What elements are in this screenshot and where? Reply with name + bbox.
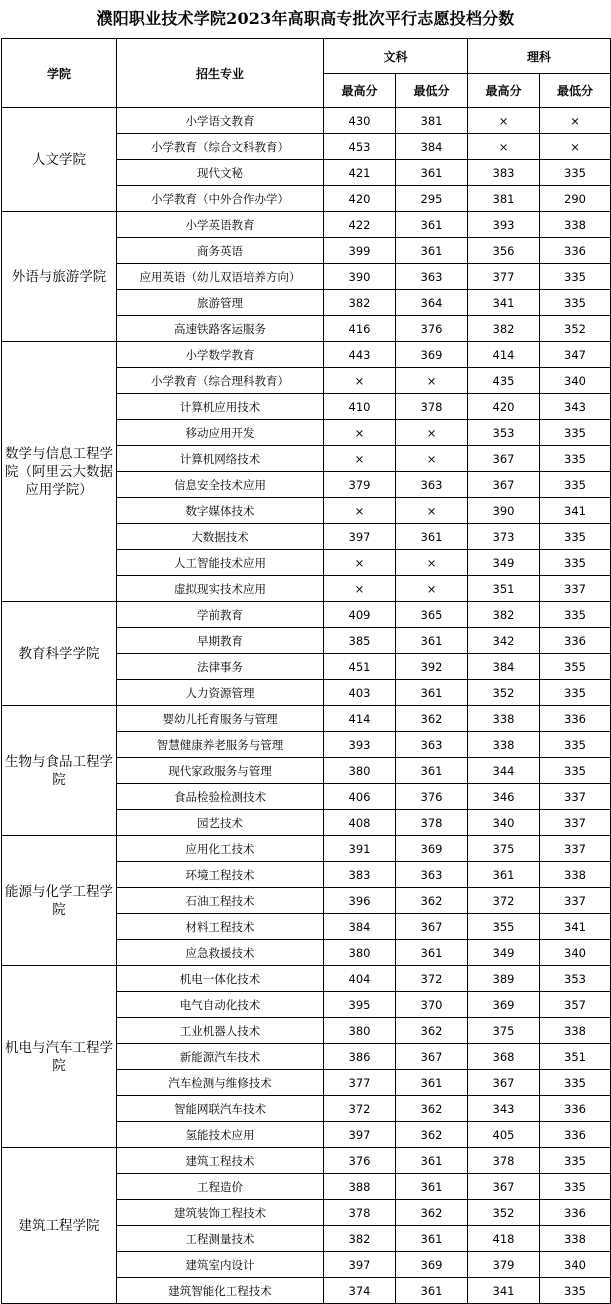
arts-max-cell: 397	[324, 524, 396, 550]
science-max-cell: 393	[468, 212, 540, 238]
major-cell: 建筑装饰工程技术	[117, 1200, 324, 1226]
college-cell: 能源与化学工程学院	[2, 836, 117, 966]
science-max-cell: 418	[468, 1226, 540, 1252]
science-max-cell: 341	[468, 290, 540, 316]
arts-min-cell: 364	[396, 290, 468, 316]
arts-min-cell: ×	[396, 368, 468, 394]
science-min-cell: 335	[540, 550, 611, 576]
arts-min-cell: 361	[396, 524, 468, 550]
arts-max-cell: 410	[324, 394, 396, 420]
science-max-cell: 352	[468, 1200, 540, 1226]
science-max-cell: 379	[468, 1252, 540, 1278]
arts-min-cell: 369	[396, 342, 468, 368]
major-cell: 高速铁路客运服务	[117, 316, 324, 342]
table-row	[2, 342, 611, 368]
major-cell: 工程造价	[117, 1174, 324, 1200]
major-cell: 数字媒体技术	[117, 498, 324, 524]
science-min-cell: 335	[540, 524, 611, 550]
major-cell: 人力资源管理	[117, 680, 324, 706]
science-min-cell: 336	[540, 1096, 611, 1122]
science-max-cell: 367	[468, 446, 540, 472]
header-science-min: 最低分	[540, 74, 611, 108]
science-min-cell: 343	[540, 394, 611, 420]
major-cell: 建筑室内设计	[117, 1252, 324, 1278]
arts-max-cell: 404	[324, 966, 396, 992]
major-cell: 商务英语	[117, 238, 324, 264]
science-min-cell: 335	[540, 1278, 611, 1304]
major-cell: 材料工程技术	[117, 914, 324, 940]
major-cell: 智能网联汽车技术	[117, 1096, 324, 1122]
arts-max-cell: ×	[324, 498, 396, 524]
arts-min-cell: 361	[396, 1226, 468, 1252]
arts-min-cell: 361	[396, 212, 468, 238]
arts-min-cell: ×	[396, 550, 468, 576]
major-cell: 旅游管理	[117, 290, 324, 316]
arts-max-cell: 408	[324, 810, 396, 836]
science-max-cell: 346	[468, 784, 540, 810]
arts-max-cell: 397	[324, 1122, 396, 1148]
science-max-cell: 435	[468, 368, 540, 394]
science-min-cell: 352	[540, 316, 611, 342]
arts-min-cell: ×	[396, 420, 468, 446]
science-max-cell: 342	[468, 628, 540, 654]
arts-min-cell: ×	[396, 576, 468, 602]
arts-max-cell: 395	[324, 992, 396, 1018]
science-min-cell: 336	[540, 1122, 611, 1148]
science-min-cell: 337	[540, 888, 611, 914]
science-min-cell: ×	[540, 108, 611, 134]
arts-max-cell: 403	[324, 680, 396, 706]
science-max-cell: ×	[468, 134, 540, 160]
table-row	[2, 966, 611, 992]
science-max-cell: 338	[468, 706, 540, 732]
science-min-cell: 335	[540, 1174, 611, 1200]
science-min-cell: 337	[540, 836, 611, 862]
science-min-cell: 338	[540, 1226, 611, 1252]
science-min-cell: ×	[540, 134, 611, 160]
science-max-cell: 349	[468, 550, 540, 576]
science-min-cell: 341	[540, 914, 611, 940]
arts-min-cell: 361	[396, 758, 468, 784]
college-cell: 生物与食品工程学院	[2, 706, 117, 836]
science-min-cell: 337	[540, 784, 611, 810]
major-cell: 工业机器人技术	[117, 1018, 324, 1044]
arts-min-cell: 361	[396, 238, 468, 264]
college-cell: 教育科学学院	[2, 602, 117, 706]
science-min-cell: 335	[540, 1070, 611, 1096]
arts-max-cell: 377	[324, 1070, 396, 1096]
major-cell: 小学教育（综合文科教育）	[117, 134, 324, 160]
science-min-cell: 335	[540, 160, 611, 186]
science-max-cell: 389	[468, 966, 540, 992]
arts-min-cell: 376	[396, 316, 468, 342]
science-max-cell: 367	[468, 1070, 540, 1096]
science-max-cell: 384	[468, 654, 540, 680]
science-min-cell: 336	[540, 1200, 611, 1226]
science-min-cell: 340	[540, 1252, 611, 1278]
science-max-cell: 356	[468, 238, 540, 264]
arts-max-cell: ×	[324, 420, 396, 446]
major-cell: 移动应用开发	[117, 420, 324, 446]
page-title: 濮阳职业技术学院2023年高职高专批次平行志愿投档分数	[96, 9, 515, 28]
science-max-cell: 373	[468, 524, 540, 550]
science-max-cell: 343	[468, 1096, 540, 1122]
science-min-cell: 340	[540, 368, 611, 394]
major-cell: 婴幼儿托育服务与管理	[117, 706, 324, 732]
arts-min-cell: 362	[396, 1018, 468, 1044]
arts-min-cell: 295	[396, 186, 468, 212]
major-cell: 园艺技术	[117, 810, 324, 836]
major-cell: 石油工程技术	[117, 888, 324, 914]
arts-min-cell: 378	[396, 810, 468, 836]
arts-min-cell: ×	[396, 498, 468, 524]
major-cell: 人工智能技术应用	[117, 550, 324, 576]
table-row	[2, 108, 611, 134]
arts-max-cell: 380	[324, 940, 396, 966]
major-cell: 学前教育	[117, 602, 324, 628]
science-min-cell: 335	[540, 290, 611, 316]
arts-max-cell: 382	[324, 290, 396, 316]
table-row	[2, 706, 611, 732]
header-arts-min: 最低分	[396, 74, 468, 108]
major-cell: 现代家政服务与管理	[117, 758, 324, 784]
arts-min-cell: 363	[396, 862, 468, 888]
arts-min-cell: 363	[396, 264, 468, 290]
arts-min-cell: 367	[396, 914, 468, 940]
science-min-cell: 335	[540, 1148, 611, 1174]
science-max-cell: 414	[468, 342, 540, 368]
science-min-cell: 355	[540, 654, 611, 680]
college-cell: 数学与信息工程学院（阿里云大数据应用学院）	[2, 342, 117, 602]
science-min-cell: 340	[540, 940, 611, 966]
college-cell: 人文学院	[2, 108, 117, 212]
major-cell: 建筑智能化工程技术	[117, 1278, 324, 1304]
science-min-cell: 335	[540, 732, 611, 758]
arts-min-cell: 381	[396, 108, 468, 134]
major-cell: 食品检验检测技术	[117, 784, 324, 810]
science-max-cell: 377	[468, 264, 540, 290]
science-max-cell: 369	[468, 992, 540, 1018]
science-max-cell: 353	[468, 420, 540, 446]
arts-min-cell: 362	[396, 888, 468, 914]
science-max-cell: 375	[468, 836, 540, 862]
science-min-cell: 341	[540, 498, 611, 524]
arts-max-cell: 388	[324, 1174, 396, 1200]
science-max-cell: 420	[468, 394, 540, 420]
science-max-cell: 338	[468, 732, 540, 758]
science-min-cell: 335	[540, 472, 611, 498]
college-cell: 外语与旅游学院	[2, 212, 117, 342]
major-cell: 汽车检测与维修技术	[117, 1070, 324, 1096]
science-min-cell: 338	[540, 862, 611, 888]
arts-max-cell: 453	[324, 134, 396, 160]
science-max-cell: 382	[468, 316, 540, 342]
arts-max-cell: 430	[324, 108, 396, 134]
arts-max-cell: ×	[324, 576, 396, 602]
arts-max-cell: ×	[324, 550, 396, 576]
arts-min-cell: 362	[396, 1122, 468, 1148]
arts-max-cell: 374	[324, 1278, 396, 1304]
major-cell: 智慧健康养老服务与管理	[117, 732, 324, 758]
major-cell: 新能源汽车技术	[117, 1044, 324, 1070]
major-cell: 信息安全技术应用	[117, 472, 324, 498]
table-row	[2, 602, 611, 628]
science-max-cell: 372	[468, 888, 540, 914]
science-max-cell: 361	[468, 862, 540, 888]
science-max-cell: 368	[468, 1044, 540, 1070]
science-min-cell: 335	[540, 758, 611, 784]
science-max-cell: 383	[468, 160, 540, 186]
major-cell: 大数据技术	[117, 524, 324, 550]
table-row	[2, 212, 611, 238]
arts-min-cell: 384	[396, 134, 468, 160]
arts-max-cell: 386	[324, 1044, 396, 1070]
header-college: 学院	[2, 39, 117, 108]
arts-min-cell: 369	[396, 1252, 468, 1278]
arts-max-cell: 422	[324, 212, 396, 238]
major-cell: 早期教育	[117, 628, 324, 654]
arts-max-cell: 393	[324, 732, 396, 758]
science-min-cell: 338	[540, 1018, 611, 1044]
arts-min-cell: 363	[396, 732, 468, 758]
science-min-cell: 337	[540, 810, 611, 836]
arts-max-cell: 376	[324, 1148, 396, 1174]
major-cell: 工程测量技术	[117, 1226, 324, 1252]
science-max-cell: 349	[468, 940, 540, 966]
science-min-cell: 335	[540, 446, 611, 472]
header-major: 招生专业	[117, 39, 324, 108]
science-min-cell: 335	[540, 602, 611, 628]
science-max-cell: 382	[468, 602, 540, 628]
arts-max-cell: 451	[324, 654, 396, 680]
science-min-cell: 336	[540, 706, 611, 732]
arts-max-cell: 390	[324, 264, 396, 290]
science-min-cell: 353	[540, 966, 611, 992]
science-max-cell: 351	[468, 576, 540, 602]
arts-min-cell: 362	[396, 1096, 468, 1122]
science-min-cell: 335	[540, 680, 611, 706]
arts-min-cell: 372	[396, 966, 468, 992]
major-cell: 氢能技术应用	[117, 1122, 324, 1148]
arts-min-cell: 362	[396, 706, 468, 732]
science-min-cell: 347	[540, 342, 611, 368]
science-max-cell: ×	[468, 108, 540, 134]
major-cell: 电气自动化技术	[117, 992, 324, 1018]
arts-min-cell: 361	[396, 940, 468, 966]
arts-min-cell: 361	[396, 160, 468, 186]
science-min-cell: 290	[540, 186, 611, 212]
arts-max-cell: 397	[324, 1252, 396, 1278]
arts-max-cell: 372	[324, 1096, 396, 1122]
arts-min-cell: 392	[396, 654, 468, 680]
science-min-cell: 357	[540, 992, 611, 1018]
arts-max-cell: 391	[324, 836, 396, 862]
arts-min-cell: 365	[396, 602, 468, 628]
arts-max-cell: 379	[324, 472, 396, 498]
arts-max-cell: 421	[324, 160, 396, 186]
college-cell: 建筑工程学院	[2, 1148, 117, 1304]
science-min-cell: 335	[540, 264, 611, 290]
major-cell: 建筑工程技术	[117, 1148, 324, 1174]
arts-min-cell: 363	[396, 472, 468, 498]
table-row	[2, 1148, 611, 1174]
score-table	[1, 38, 611, 1304]
arts-max-cell: 385	[324, 628, 396, 654]
arts-min-cell: 361	[396, 628, 468, 654]
science-min-cell: 335	[540, 420, 611, 446]
arts-max-cell: 396	[324, 888, 396, 914]
arts-min-cell: ×	[396, 446, 468, 472]
science-max-cell: 367	[468, 1174, 540, 1200]
major-cell: 小学教育（综合理科教育）	[117, 368, 324, 394]
major-cell: 计算机应用技术	[117, 394, 324, 420]
science-min-cell: 336	[540, 238, 611, 264]
arts-max-cell: 420	[324, 186, 396, 212]
science-max-cell: 378	[468, 1148, 540, 1174]
major-cell: 小学数学教育	[117, 342, 324, 368]
science-max-cell: 381	[468, 186, 540, 212]
arts-max-cell: 414	[324, 706, 396, 732]
science-max-cell: 367	[468, 472, 540, 498]
arts-max-cell: 382	[324, 1226, 396, 1252]
science-min-cell: 337	[540, 576, 611, 602]
arts-max-cell: 384	[324, 914, 396, 940]
arts-min-cell: 361	[396, 1278, 468, 1304]
arts-min-cell: 367	[396, 1044, 468, 1070]
arts-min-cell: 362	[396, 1200, 468, 1226]
arts-max-cell: 383	[324, 862, 396, 888]
science-min-cell: 336	[540, 628, 611, 654]
science-min-cell: 338	[540, 212, 611, 238]
science-max-cell: 352	[468, 680, 540, 706]
arts-max-cell: 443	[324, 342, 396, 368]
header-arts-max: 最高分	[324, 74, 396, 108]
arts-max-cell: ×	[324, 446, 396, 472]
arts-min-cell: 361	[396, 1148, 468, 1174]
major-cell: 小学英语教育	[117, 212, 324, 238]
major-cell: 小学语文教育	[117, 108, 324, 134]
arts-min-cell: 361	[396, 1070, 468, 1096]
science-max-cell: 375	[468, 1018, 540, 1044]
major-cell: 机电一体化技术	[117, 966, 324, 992]
major-cell: 计算机网络技术	[117, 446, 324, 472]
science-max-cell: 341	[468, 1278, 540, 1304]
arts-max-cell: 378	[324, 1200, 396, 1226]
science-min-cell: 351	[540, 1044, 611, 1070]
arts-min-cell: 369	[396, 836, 468, 862]
table-row	[2, 836, 611, 862]
arts-max-cell: 380	[324, 758, 396, 784]
arts-max-cell: ×	[324, 368, 396, 394]
arts-min-cell: 361	[396, 680, 468, 706]
major-cell: 应急救援技术	[117, 940, 324, 966]
arts-max-cell: 416	[324, 316, 396, 342]
arts-max-cell: 380	[324, 1018, 396, 1044]
header-science: 理科	[468, 39, 611, 74]
header-arts: 文科	[324, 39, 468, 74]
major-cell: 应用英语（幼儿双语培养方向）	[117, 264, 324, 290]
arts-min-cell: 378	[396, 394, 468, 420]
science-max-cell: 355	[468, 914, 540, 940]
major-cell: 环境工程技术	[117, 862, 324, 888]
arts-min-cell: 370	[396, 992, 468, 1018]
table-body	[2, 108, 611, 1304]
header-science-max: 最高分	[468, 74, 540, 108]
science-max-cell: 344	[468, 758, 540, 784]
arts-min-cell: 376	[396, 784, 468, 810]
arts-max-cell: 409	[324, 602, 396, 628]
arts-min-cell: 361	[396, 1174, 468, 1200]
science-max-cell: 340	[468, 810, 540, 836]
major-cell: 小学教育（中外合作办学）	[117, 186, 324, 212]
college-cell: 机电与汽车工程学院	[2, 966, 117, 1148]
major-cell: 虚拟现实技术应用	[117, 576, 324, 602]
major-cell: 现代文秘	[117, 160, 324, 186]
arts-max-cell: 406	[324, 784, 396, 810]
arts-max-cell: 399	[324, 238, 396, 264]
major-cell: 应用化工技术	[117, 836, 324, 862]
science-max-cell: 390	[468, 498, 540, 524]
major-cell: 法律事务	[117, 654, 324, 680]
science-max-cell: 405	[468, 1122, 540, 1148]
